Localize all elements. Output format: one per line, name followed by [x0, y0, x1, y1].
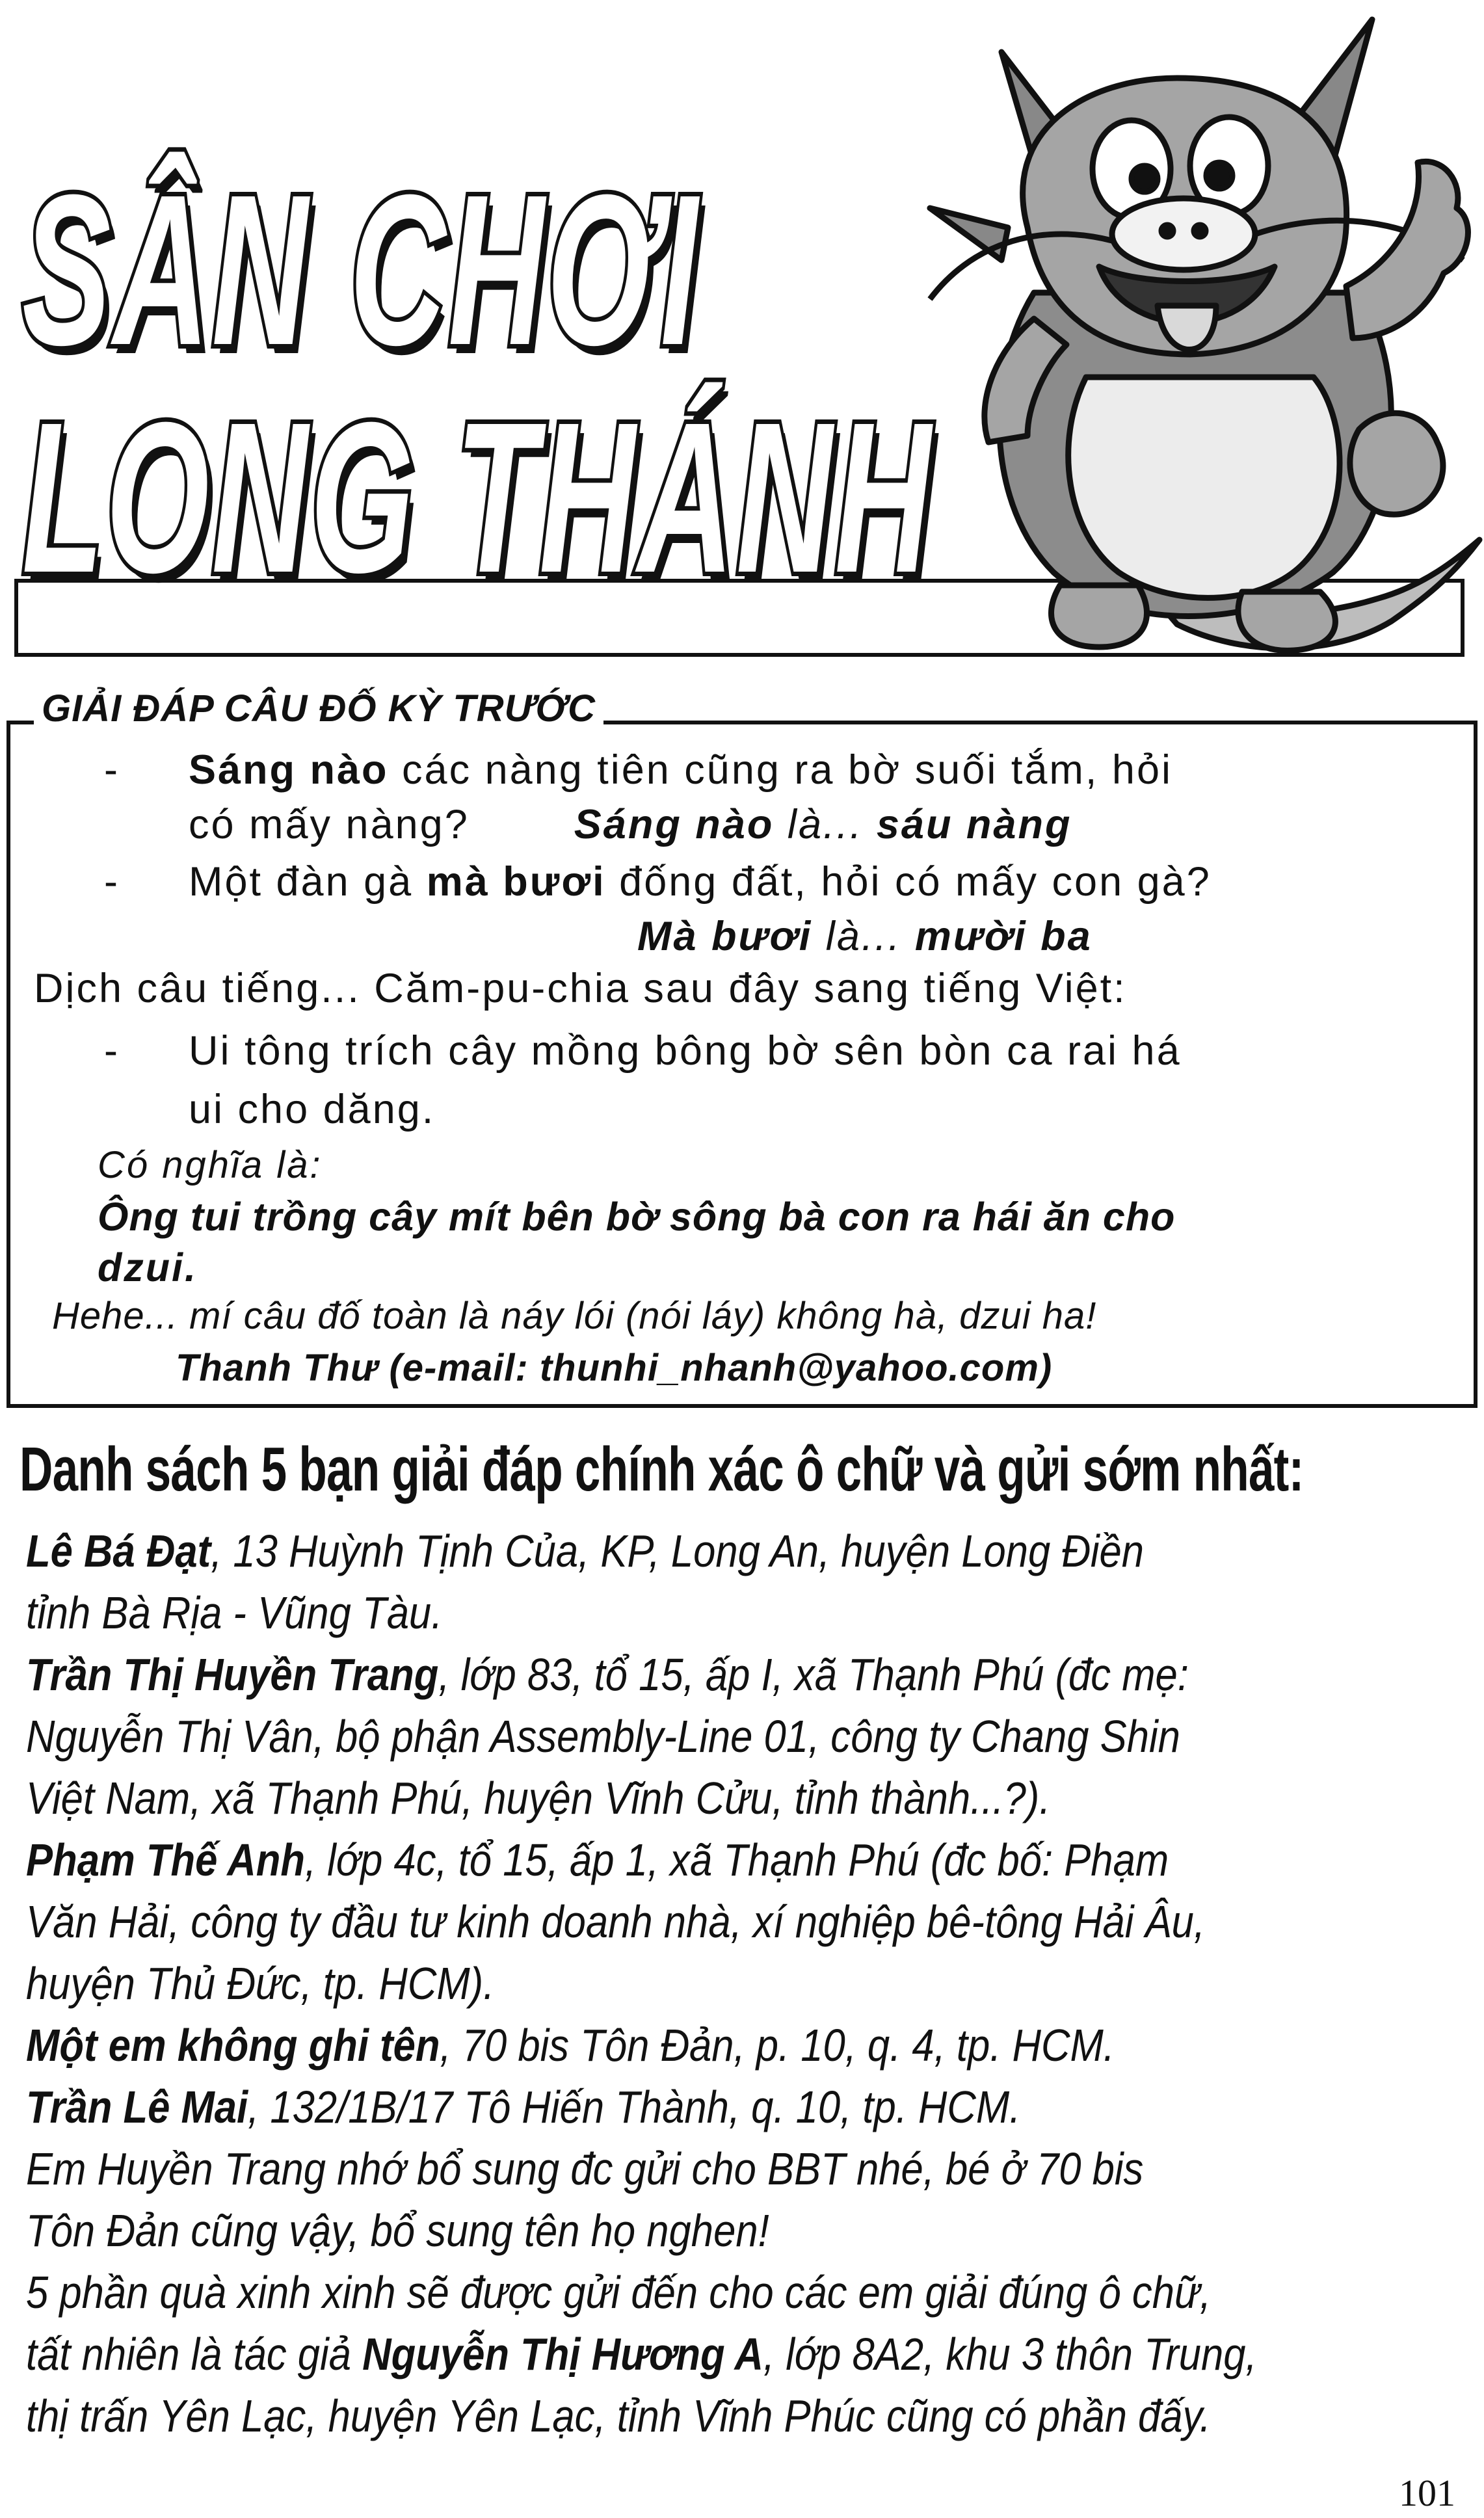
- bullet-dash: -: [104, 747, 118, 793]
- answer-2-mid: là...: [812, 914, 915, 959]
- winner-3-line1: [26, 1834, 1169, 1886]
- dragon-mascot-illustration: [839, 13, 1483, 670]
- page-title-line2: LONG THÁNH: [22, 377, 934, 617]
- gift-line2: [26, 2328, 1257, 2380]
- translate-intro: Dịch câu tiếng... Căm-pu-chia sau đây sang tiếng Việt:: [34, 966, 1127, 1011]
- winner-3-line3: huyện Thủ Đức, tp. HCM).: [26, 1958, 495, 2009]
- winner-5-name: Trần Lê Mai: [26, 2082, 248, 2132]
- winner-2-line2: Nguyễn Thị Vân, bộ phận Assembly-Line 01, công ty Chang Shin: [26, 1711, 1180, 1762]
- meaning-line1: Ông tui trồng cây mít bên bờ sông bà con ra hái ăn cho: [98, 1195, 1176, 1239]
- question-1-text-end: có mấy nàng?: [189, 802, 470, 847]
- winner-4-address: , 70 bis Tôn Đản, p. 10, q. 4, tp. HCM.: [440, 2020, 1115, 2071]
- answer-1-keyword: Sáng nào: [574, 802, 775, 847]
- winner-1-line2: tỉnh Bà Rịa - Vũng Tàu.: [26, 1587, 443, 1638]
- winner-2-address: , lớp 83, tổ 15, ấp I, xã Thạnh Phú (đc mẹ:: [438, 1649, 1189, 1700]
- answer-2-value: mười ba: [914, 914, 1093, 959]
- question-3-line2: ui cho dăng.: [189, 1087, 436, 1132]
- question-2-text-start: Một đàn gà: [189, 859, 427, 905]
- page-title-line1: SÂN CHƠI: [22, 150, 700, 390]
- answer-2-keyword: Mà bươi: [637, 914, 813, 959]
- meaning-line2: dzui.: [98, 1245, 198, 1290]
- winner-5-line: [26, 2081, 1020, 2133]
- gift-line2-start: tất nhiên là tác giả: [26, 2329, 363, 2379]
- signature: [176, 1346, 1052, 1390]
- bullet-dash: -: [104, 859, 118, 905]
- question-3-line1: Ui tông trích cây mồng bông bờ sên bòn ca rai há: [189, 1028, 1182, 1074]
- winner-4-line: [26, 2019, 1115, 2071]
- question-2-text-end: đống đất, hỏi có mấy con gà?: [605, 859, 1212, 905]
- winner-3-address: , lớp 4c, tổ 15, ấp 1, xã Thạnh Phú (đc bố: Phạm: [304, 1835, 1169, 1885]
- bullet-dash: -: [104, 1028, 118, 1074]
- author-name: Nguyễn Thị Hương A: [362, 2329, 763, 2379]
- gift-line1: 5 phần quà xinh xinh sẽ được gửi đến cho các em giải đúng ô chữ,: [26, 2267, 1212, 2318]
- question-1-line2: [189, 801, 1072, 848]
- winner-2-line1: [26, 1649, 1189, 1701]
- meaning-label: Có nghĩa là:: [98, 1144, 323, 1186]
- question-2-keyword: mà bươi: [426, 859, 606, 905]
- winners-title: Danh sách 5 bạn giải đáp chính xác ô chữ và gửi sớm nhất:: [20, 1435, 1304, 1504]
- gift-line2-end: , lớp 8A2, khu 3 thôn Trung,: [763, 2329, 1257, 2379]
- answer-box-heading: GIẢI ĐÁP CÂU ĐỐ KỲ TRƯỚC: [34, 687, 603, 730]
- winner-4-name: Một em không ghi tên: [26, 2020, 440, 2071]
- note-line2: Tôn Đản cũng vậy, bổ sung tên họ nghen!: [26, 2205, 769, 2256]
- winner-1-line1: [26, 1525, 1144, 1577]
- note-line1: Em Huyền Trang nhớ bổ sung đc gửi cho BBT nhé, bé ở 70 bis: [26, 2143, 1144, 2194]
- winner-3-line2: Văn Hải, công ty đầu tư kinh doanh nhà, xí nghiệp bê-tông Hải Âu,: [26, 1896, 1205, 1947]
- signature-text: Thanh Thư (e-mail: thunhi_nhanh@yahoo.com): [176, 1347, 1053, 1389]
- answer-1-mid: là...: [774, 802, 877, 847]
- winner-2-line3: Việt Nam, xã Thạnh Phú, huyện Vĩnh Cửu, tỉnh thành...?).: [26, 1773, 1051, 1823]
- hehe-note: Hehe... mí câu đố toàn là náy lói (nói láy) không hà, dzui ha!: [52, 1295, 1097, 1337]
- winner-3-name: Phạm Thế Anh: [26, 1835, 305, 1885]
- answer-2-line: [637, 913, 1093, 960]
- page-number: 101: [1399, 2472, 1455, 2514]
- winner-1-address: , 13 Huỳnh Tịnh Của, KP, Long An, huyện Long Điền: [211, 1526, 1145, 1576]
- question-1-line1: [189, 747, 1173, 793]
- gift-line3: thị trấn Yên Lạc, huyện Yên Lạc, tỉnh Vĩnh Phúc cũng có phần đấy.: [26, 2391, 1211, 2441]
- answer-1-value: sáu nàng: [876, 802, 1072, 847]
- question-2-line1: [189, 858, 1212, 905]
- winner-1-name: Lê Bá Đạt: [26, 1526, 211, 1576]
- question-1-keyword: Sáng nào: [189, 747, 389, 793]
- question-1-text: các nàng tiên cũng ra bờ suối tắm, hỏi: [388, 747, 1173, 793]
- winner-5-address: , 132/1B/17 Tô Hiến Thành, q. 10, tp. HCM.: [248, 2082, 1021, 2132]
- winner-2-name: Trần Thị Huyền Trang: [26, 1649, 439, 1700]
